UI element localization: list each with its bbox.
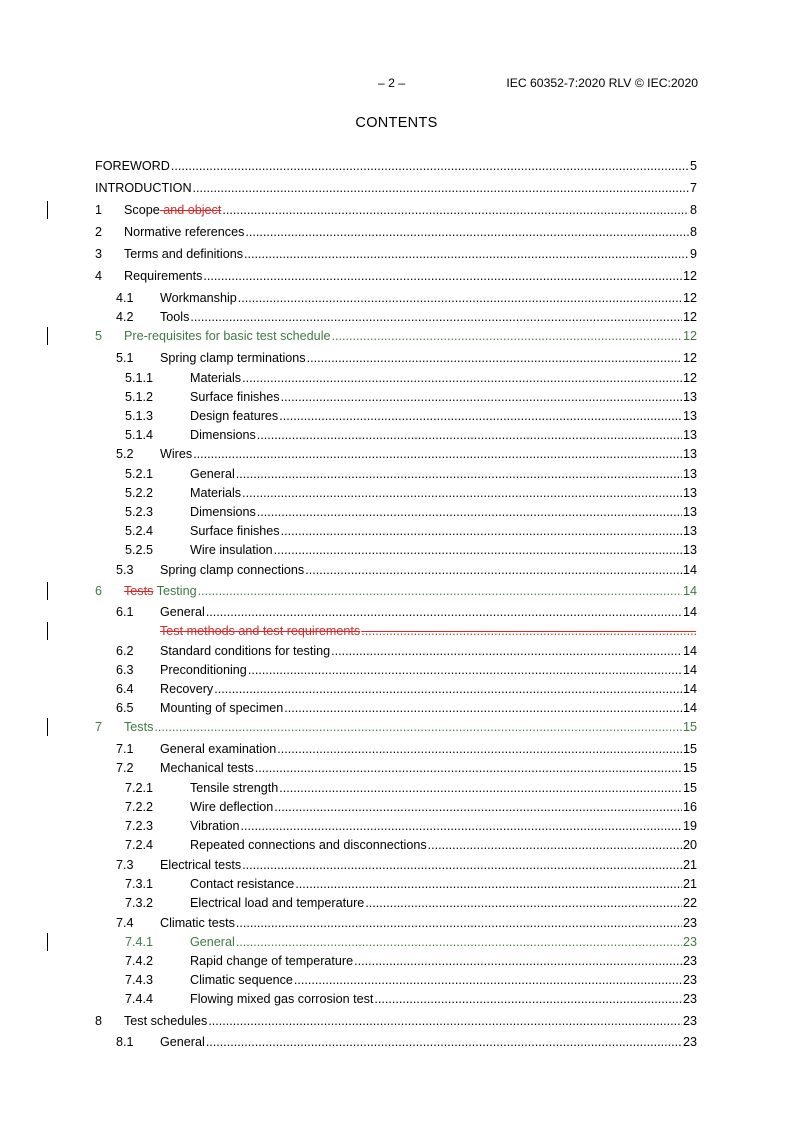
toc-entry-label: Electrical tests xyxy=(160,858,242,872)
toc-entry-label: Tensile strength xyxy=(190,781,279,795)
toc-entry-label: Pre-requisites for basic test schedule xyxy=(124,329,331,343)
toc-entry-number: 7.4.4 xyxy=(125,992,154,1006)
toc-page-number: 21 xyxy=(682,858,697,872)
toc-entry-title xyxy=(124,582,197,601)
page-number: – 2 – xyxy=(378,76,406,90)
toc-entry-number: 7.2 xyxy=(116,761,134,775)
toc-entry-title xyxy=(160,308,189,327)
dot-leader xyxy=(279,407,682,426)
toc-entry[interactable] xyxy=(0,201,793,220)
dot-leader xyxy=(331,642,682,661)
dot-leader xyxy=(238,289,682,308)
toc-entry-label: Electrical load and temperature xyxy=(190,896,365,910)
toc-page-number: 13 xyxy=(682,467,697,481)
toc-entry[interactable] xyxy=(0,718,793,737)
toc-entry[interactable] xyxy=(0,798,793,817)
toc-entry-title xyxy=(190,836,427,855)
toc-entry[interactable] xyxy=(0,369,793,388)
toc-entry-label: Test schedules xyxy=(124,1014,208,1028)
dot-leader xyxy=(203,267,682,286)
toc-entry-label: Surface finishes xyxy=(190,390,280,404)
toc-page-number: 13 xyxy=(682,390,697,404)
toc-entry-number: 6.5 xyxy=(116,701,134,715)
toc-page-number: 13 xyxy=(682,409,697,423)
toc-entry[interactable] xyxy=(0,349,793,368)
toc-entry-number: 7.4.1 xyxy=(125,935,154,949)
toc-entry-label: Tools xyxy=(160,310,190,324)
toc-page-number: 7 xyxy=(689,181,697,195)
toc-entry-title xyxy=(124,267,202,286)
toc-page-number: 14 xyxy=(682,701,697,715)
toc-entry-label: Spring clamp connections xyxy=(160,563,305,577)
dot-leader xyxy=(193,179,689,198)
toc-entry-number: 7.3.2 xyxy=(125,896,154,910)
toc-entry[interactable] xyxy=(0,990,793,1009)
toc-entry-title xyxy=(160,445,192,464)
toc-entry-number: 6.2 xyxy=(116,644,134,658)
toc-page-number: 23 xyxy=(682,973,697,987)
toc-entry-label: Wire deflection xyxy=(190,800,274,814)
toc-entry-number: 7.3.1 xyxy=(125,877,154,891)
toc-entry-title xyxy=(124,223,244,242)
dot-leader xyxy=(206,603,682,622)
toc-page-number: 19 xyxy=(682,819,697,833)
toc-entry[interactable] xyxy=(0,541,793,560)
toc-entry-label: General xyxy=(190,467,235,481)
toc-entry-title xyxy=(190,875,294,894)
dot-leader xyxy=(236,914,682,933)
toc-entry-label: Wires xyxy=(160,447,193,461)
dot-leader xyxy=(154,718,682,737)
dot-leader xyxy=(236,933,682,952)
dot-leader xyxy=(208,1012,682,1031)
toc-entry-number: 6 xyxy=(95,584,103,598)
toc-page-number: 13 xyxy=(682,505,697,519)
toc-entry-number: 4.2 xyxy=(116,310,134,324)
toc-entry-number: 5 xyxy=(95,329,103,343)
toc-entry[interactable] xyxy=(0,407,793,426)
toc-page-number: 14 xyxy=(682,682,697,696)
toc-entry-number: 1 xyxy=(95,203,103,217)
toc-entry-label: Requirements xyxy=(124,269,203,283)
toc-entry-number: 5.2.4 xyxy=(125,524,154,538)
toc-entry-label: Rapid change of temperature xyxy=(190,954,354,968)
toc-entry-number: 7.3 xyxy=(116,858,134,872)
toc-entry-label: Design features xyxy=(190,409,279,423)
toc-entry[interactable] xyxy=(0,157,793,176)
toc-entry[interactable] xyxy=(0,245,793,264)
toc-entry-number: 5.1.3 xyxy=(125,409,154,423)
toc-entry-number: 8.1 xyxy=(116,1035,134,1049)
dot-leader xyxy=(257,426,682,445)
toc-entry-number: 6.3 xyxy=(116,663,134,677)
toc-entry[interactable] xyxy=(0,894,793,913)
toc-entry-label: Test methods and test requirements xyxy=(160,624,361,638)
toc-entry[interactable] xyxy=(0,952,793,971)
toc-page-number: 12 xyxy=(682,310,697,324)
toc-page-number: 16 xyxy=(682,800,697,814)
toc-entry-label: Dimensions xyxy=(190,428,256,442)
toc-entry[interactable] xyxy=(0,779,793,798)
contents-title: CONTENTS xyxy=(355,115,438,131)
dot-leader xyxy=(361,622,696,641)
toc-page-number: 14 xyxy=(682,584,697,598)
dot-leader xyxy=(365,894,682,913)
toc-entry-label: Mounting of specimen xyxy=(160,701,284,715)
toc-entry[interactable] xyxy=(0,465,793,484)
toc-entry-label: General examination xyxy=(160,742,277,756)
toc-entry-label: General xyxy=(160,605,205,619)
toc-entry[interactable] xyxy=(0,289,793,308)
toc-entry-label: Recovery xyxy=(160,682,214,696)
toc-entry-number: 7.2.2 xyxy=(125,800,154,814)
dot-leader xyxy=(193,445,682,464)
toc-entry-title xyxy=(190,522,280,541)
dot-leader xyxy=(428,836,682,855)
change-bar xyxy=(47,622,48,640)
toc-page-number: 14 xyxy=(682,644,697,658)
toc-entry-title xyxy=(160,603,205,622)
toc-entry[interactable] xyxy=(0,1033,793,1052)
toc-entry-label: Workmanship xyxy=(160,291,237,305)
toc-entry[interactable] xyxy=(0,699,793,718)
toc-entry-number: 7.2.3 xyxy=(125,819,154,833)
toc-entry[interactable] xyxy=(0,522,793,541)
toc-entry-label: Climatic tests xyxy=(160,916,235,930)
toc-entry-title xyxy=(190,426,256,445)
dot-leader xyxy=(236,465,682,484)
toc-entry-number: 7.4.2 xyxy=(125,954,154,968)
toc-entry-title xyxy=(190,894,364,913)
toc-entry-label: General xyxy=(190,935,235,949)
toc-entry-title xyxy=(190,465,235,484)
toc-entry-title xyxy=(190,817,239,836)
toc-entry-number: 5.1.4 xyxy=(125,428,154,442)
toc-entry-title xyxy=(190,407,278,426)
dot-leader xyxy=(222,201,689,220)
toc-page-number: 23 xyxy=(682,1035,697,1049)
toc-entry[interactable] xyxy=(0,267,793,286)
dot-leader xyxy=(274,798,682,817)
change-bar xyxy=(47,201,48,219)
dot-leader xyxy=(374,990,682,1009)
toc-page-number: 13 xyxy=(682,543,697,557)
dot-leader xyxy=(242,484,682,503)
toc-entry-number: 5.3 xyxy=(116,563,134,577)
toc-page-number: 8 xyxy=(689,225,697,239)
toc-page-number: 21 xyxy=(682,877,697,891)
dot-leader xyxy=(294,971,682,990)
toc-entry-title xyxy=(160,289,237,308)
toc-entry-label: Tests xyxy=(124,720,154,734)
toc-entry[interactable] xyxy=(0,503,793,522)
toc-page-number: 15 xyxy=(682,720,697,734)
toc-entry-number: 5.1 xyxy=(116,351,134,365)
toc-entry[interactable] xyxy=(0,642,793,661)
dot-leader xyxy=(279,779,682,798)
toc-page-number: 15 xyxy=(682,742,697,756)
toc-entry-title xyxy=(124,201,221,220)
dot-leader xyxy=(240,817,682,836)
toc-entry-label: Terms and definitions xyxy=(124,247,244,261)
toc-entry-title xyxy=(190,933,235,952)
toc-entry-title xyxy=(115,622,360,641)
toc-entry[interactable] xyxy=(0,582,793,601)
toc-entry-number: 5.2.2 xyxy=(125,486,154,500)
document-identifier: IEC 60352-7:2020 RLV © IEC:2020 xyxy=(506,76,698,90)
toc-entry-number: 5.2.3 xyxy=(125,505,154,519)
toc-entry[interactable] xyxy=(0,603,793,622)
toc-page-number: 22 xyxy=(682,896,697,910)
toc-entry-label: FOREWORD xyxy=(95,159,170,173)
toc-entry-number: 6.4 xyxy=(116,682,134,696)
toc-entry-label: Normative references xyxy=(124,225,245,239)
toc-page-number: 23 xyxy=(682,954,697,968)
toc-entry-label: General xyxy=(160,1035,205,1049)
toc-entry[interactable] xyxy=(0,484,793,503)
toc-entry-title xyxy=(124,1012,207,1031)
toc-entry[interactable] xyxy=(0,661,793,680)
dot-leader xyxy=(214,680,682,699)
toc-entry-number: 4 xyxy=(95,269,103,283)
dot-leader xyxy=(242,369,682,388)
toc-entry-number: 3 xyxy=(95,247,103,261)
toc-entry-number: 7.2.4 xyxy=(125,838,154,852)
toc-entry-number: 5.2 xyxy=(116,447,134,461)
toc-entry-label: Preconditioning xyxy=(160,663,247,677)
dot-leader xyxy=(257,503,682,522)
toc-entry[interactable] xyxy=(0,223,793,242)
toc-entry-title xyxy=(95,157,170,176)
dot-leader xyxy=(244,245,689,264)
toc-page-number: 14 xyxy=(682,663,697,677)
toc-entry-title xyxy=(190,971,293,990)
toc-page-number: 9 xyxy=(689,247,697,261)
toc-entry-number: 6.1 xyxy=(116,605,134,619)
toc-page-number: 20 xyxy=(682,838,697,852)
toc-entry-title xyxy=(160,642,330,661)
toc-entry[interactable] xyxy=(0,856,793,875)
toc-entry-title xyxy=(160,680,213,699)
dot-leader xyxy=(281,388,682,407)
toc-page-number: 12 xyxy=(682,269,697,283)
toc-entry-number: 5.1.1 xyxy=(125,371,154,385)
toc-entry-number: 7.1 xyxy=(116,742,134,756)
toc-entry[interactable] xyxy=(0,179,793,198)
toc-page-number: 12 xyxy=(682,371,697,385)
toc-page-number: 12 xyxy=(682,329,697,343)
toc-entry-title xyxy=(190,952,353,971)
toc-entry[interactable] xyxy=(0,914,793,933)
deleted-text: Tests xyxy=(124,584,154,598)
toc-entry-title xyxy=(160,914,235,933)
toc-entry[interactable] xyxy=(0,308,793,327)
toc-entry-number: 7.4 xyxy=(116,916,134,930)
toc-page-number: 12 xyxy=(682,291,697,305)
toc-entry-number: 8 xyxy=(95,1014,103,1028)
toc-page-number: 23 xyxy=(682,992,697,1006)
toc-page-number: 23 xyxy=(682,935,697,949)
toc-entry-title xyxy=(124,245,243,264)
toc-entry-title xyxy=(160,740,276,759)
dot-leader xyxy=(332,327,682,346)
dot-leader xyxy=(206,1033,682,1052)
toc-entry-label: Spring clamp terminations xyxy=(160,351,306,365)
toc-page-number: 14 xyxy=(682,605,697,619)
toc-entry-label: INTRODUCTION xyxy=(95,181,192,195)
toc-entry[interactable] xyxy=(0,445,793,464)
deleted-text: and object xyxy=(159,203,222,217)
toc-entry-label: Vibration xyxy=(190,819,240,833)
toc-entry-number: 7.4.3 xyxy=(125,973,154,987)
toc-entry[interactable] xyxy=(0,561,793,580)
toc-entry[interactable] xyxy=(0,622,793,641)
toc-entry-title xyxy=(190,798,273,817)
toc-entry-title xyxy=(190,990,373,1009)
toc-entry-number: 4.1 xyxy=(116,291,134,305)
toc-entry-label: Dimensions xyxy=(190,505,256,519)
dot-leader xyxy=(190,308,682,327)
toc-entry-label: Repeated connections and disconnections xyxy=(190,838,427,852)
toc-entry-number: 5.2.1 xyxy=(125,467,154,481)
toc-entry-title xyxy=(124,718,153,737)
toc-entry-title xyxy=(190,369,241,388)
toc-page-number: 8 xyxy=(689,203,697,217)
dot-leader xyxy=(295,875,682,894)
toc-page-number: 15 xyxy=(682,781,697,795)
toc-page-number: 15 xyxy=(682,761,697,775)
toc-entry-label: Materials xyxy=(190,486,242,500)
toc-page-number: 12 xyxy=(682,351,697,365)
toc-entry-number: 5.2.5 xyxy=(125,543,154,557)
toc-entry[interactable] xyxy=(0,388,793,407)
dot-leader xyxy=(307,349,682,368)
toc-entry[interactable] xyxy=(0,1012,793,1031)
change-bar xyxy=(47,933,48,951)
toc-entry[interactable] xyxy=(0,426,793,445)
dot-leader xyxy=(245,223,689,242)
toc-entry-title xyxy=(160,1033,205,1052)
dot-leader xyxy=(248,661,682,680)
dot-leader xyxy=(274,541,682,560)
toc-entry-label: Materials xyxy=(190,371,242,385)
toc-entry-title xyxy=(95,179,192,198)
toc-page-number: 13 xyxy=(682,428,697,442)
toc-entry-title xyxy=(160,661,247,680)
toc-entry[interactable] xyxy=(0,933,793,952)
toc-entry[interactable] xyxy=(0,759,793,778)
dot-leader xyxy=(242,856,682,875)
toc-entry-title xyxy=(190,779,278,798)
toc-entry-label: Flowing mixed gas corrosion test xyxy=(190,992,374,1006)
toc-entry[interactable] xyxy=(0,971,793,990)
toc-entry-title xyxy=(190,541,273,560)
dot-leader xyxy=(171,157,689,176)
toc-entry-label: Testing xyxy=(153,584,197,598)
toc-entry-number: 2 xyxy=(95,225,103,239)
toc-entry[interactable] xyxy=(0,680,793,699)
toc-entry-label: Wire insulation xyxy=(190,543,273,557)
toc-page-number: 23 xyxy=(682,1014,697,1028)
toc-entry-label: Climatic sequence xyxy=(190,973,293,987)
toc-entry-number: 5.1.2 xyxy=(125,390,154,404)
dot-leader xyxy=(255,759,682,778)
toc-entry-label: Standard conditions for testing xyxy=(160,644,331,658)
dot-leader xyxy=(198,582,682,601)
toc-entry-title xyxy=(160,699,283,718)
toc-entry-title xyxy=(190,503,256,522)
toc-page-number: 13 xyxy=(682,486,697,500)
change-bar xyxy=(47,582,48,600)
toc-entry-label: Mechanical tests xyxy=(160,761,254,775)
toc-entry-number: 7.2.1 xyxy=(125,781,154,795)
toc-page-number: 13 xyxy=(682,524,697,538)
toc-page-number: 23 xyxy=(682,916,697,930)
toc-entry-label: Contact resistance xyxy=(190,877,295,891)
toc-entry[interactable] xyxy=(0,817,793,836)
toc-entry[interactable] xyxy=(0,740,793,759)
change-bar xyxy=(47,718,48,736)
toc-entry-label: Scope xyxy=(124,203,160,217)
toc-entry-title xyxy=(190,388,280,407)
toc-entry-title xyxy=(124,327,331,346)
toc-entry-title xyxy=(160,561,304,580)
toc-page-number: 13 xyxy=(682,447,697,461)
toc-entry-title xyxy=(160,349,306,368)
dot-leader xyxy=(305,561,682,580)
toc-page-number: 5 xyxy=(689,159,697,173)
toc-entry-title xyxy=(160,856,241,875)
dot-leader xyxy=(354,952,682,971)
toc-entry-title xyxy=(160,759,254,778)
toc-entry[interactable] xyxy=(0,875,793,894)
toc-entry-label: Surface finishes xyxy=(190,524,280,538)
toc-entry[interactable] xyxy=(0,327,793,346)
toc-page-number: 14 xyxy=(682,563,697,577)
dot-leader xyxy=(277,740,682,759)
change-bar xyxy=(47,327,48,345)
toc-entry[interactable] xyxy=(0,836,793,855)
toc-entry-title xyxy=(190,484,241,503)
dot-leader xyxy=(281,522,682,541)
dot-leader xyxy=(284,699,682,718)
toc-entry-number: 7 xyxy=(95,720,103,734)
